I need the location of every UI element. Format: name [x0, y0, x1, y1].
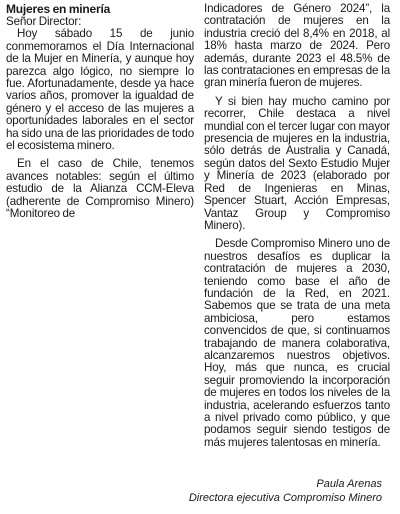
- letter-salutation: Señor Director:: [6, 15, 82, 28]
- letter-to-editor: [4, 3, 396, 511]
- signature-name: Paula Arenas: [316, 478, 382, 490]
- paragraph-1: Hoy sábado 15 de junio conmemoramos el Día Internacional de la Mujer en Minería, y aunque hoy parezca algo lógico, no siempre lo fue. Afortunadamente, desde ya hace varios años, promover la igualdad de género y el acceso de las mujeres a oportunidades laborales en el sector ha sido una de las prioridades de todo el ecosistema minero.: [6, 27, 194, 153]
- signature-title: Directora ejecutiva Compromiso Minero: [188, 492, 382, 504]
- paragraph-4: Desde Compromiso Minero uno de nuestros desafíos es duplicar la contratación de mujeres a 2030, teniendo como base el año de fundación de la Red, en 2021. Sabemos que se trata de una meta ambiciosa, pero estamos convencidos de que, si continuamos trabajando de manera colaborativa, alcanzaremos nuestros objetivos. Hoy, más que nunca, es crucial seguir promoviendo la incorporación de mujeres en todos los niveles de la industria, acelerando esfuerzos tanto a nivel privado como público, y que podamos seguir siendo testigos de más mujeres talentosas en minería.: [204, 237, 390, 449]
- left-column: [6, 3, 194, 221]
- letter-headline: Mujeres en minería: [6, 2, 111, 16]
- right-column: [204, 3, 390, 449]
- paragraph-2-continued: Indicadores de Género 2024”, la contratación de mujeres en la industria creció del 8,4% en 2018, al 18% hasta marzo de 2024. Pero además, durante 2023 el 48.5% de las contrataciones en empresas de la gran minería fueron de mujeres.: [204, 2, 390, 90]
- letter-columns: [6, 3, 394, 453]
- paragraph-2-start: En el caso de Chile, tenemos avances notables: según el último estudio de la Alianza CCM-Eleva (adherente de Compromiso Minero) “Monitoreo de: [6, 157, 194, 221]
- paragraph-3: Y si bien hay mucho camino por recorrer, Chile destaca a nivel mundial con el tercer lugar con mayor presencia de mujeres en la industria, sólo detrás de Australia y Canadá, según datos del Sexto Estudio Mujer y Minería de 2023 (elaborado por Red de Ingenieras en Minas, Spencer Stuart, Acción Empresas, Vantaz Group y Compromiso Minero).: [204, 94, 390, 232]
- letter-signature: [189, 477, 382, 505]
